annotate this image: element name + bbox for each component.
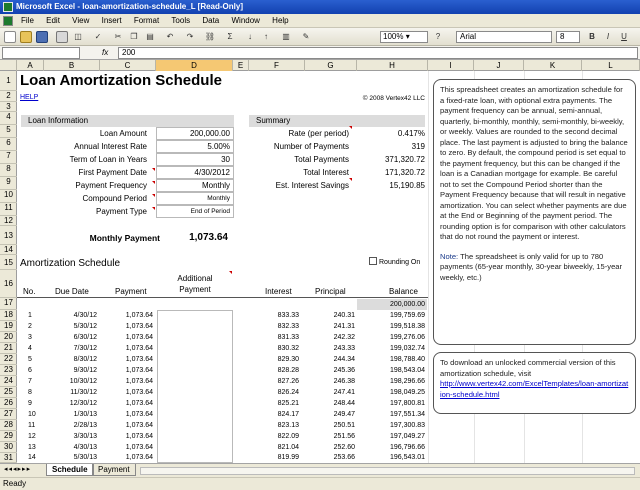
col-header-g[interactable]: G — [305, 60, 357, 71]
col-header-j[interactable]: J — [474, 60, 524, 71]
zoom-value: 100% — [383, 32, 404, 41]
instructions-text: This spreadsheet creates an amortization schedule for a fixed-rate loan, with optional extra payments. The payment frequency can be annual, semi-annual, quarterly, bi-monthly, monthly, semi-monthly, bi-weekly, or weekly. Values are rounded to the second decimal place. The last payment is adjusted to bring the balance to zero. By default, the compound period is set equal to the payment frequency, but this can be changed if the loan is a Canadian mortgage for example. Be careful not to set the Compound Period shorter than the Payment Frequency because that will result in negative amortization. You can select whether payments are due at the End or Beginning of the payment period. The rounding option is for comparison with other calculators that do not round the payment or interest. — [440, 85, 628, 241]
cell-interest: 823.13 — [277, 422, 299, 429]
monthly-payment-value: 1,073.64 — [189, 232, 228, 243]
formula-bar — [0, 46, 640, 60]
window-title: Microsoft Excel - loan-amortization-schedule_L [Read-Only] — [16, 2, 243, 11]
row-header[interactable]: 17 — [0, 298, 17, 310]
loan-info-header: Loan Information — [21, 115, 234, 127]
print-preview-icon[interactable]: ◫ — [74, 32, 82, 41]
row-header[interactable]: 27 — [0, 409, 17, 420]
status-bar — [0, 477, 640, 490]
menu-bar — [0, 14, 640, 28]
first-payment-date-label: First Payment Date — [78, 168, 147, 177]
row-header[interactable]: 23 — [0, 365, 17, 376]
menu-view[interactable]: View — [72, 16, 90, 25]
rate-per-period-value: 0.417% — [397, 129, 425, 138]
help-icon[interactable]: ? — [435, 32, 441, 41]
autosum-icon[interactable]: Σ — [227, 32, 233, 41]
cell-interest: 824.17 — [277, 411, 299, 418]
rounding-label: Rounding On — [379, 259, 421, 266]
cell-payment: 1,073.64 — [125, 422, 153, 429]
col-header-l[interactable]: L — [582, 60, 640, 71]
cell-balance: 199,276.06 — [389, 334, 425, 341]
row-header[interactable]: 31 — [0, 453, 17, 463]
col-header-e[interactable]: E — [233, 60, 249, 71]
cell-balance: 198,788.40 — [389, 356, 425, 363]
cell-principal: 247.41 — [333, 389, 355, 396]
cell-no: 10 — [28, 411, 36, 418]
select-all-corner[interactable] — [0, 60, 17, 71]
menu-format[interactable]: Format — [133, 16, 160, 25]
font-size-value: 8 — [560, 32, 565, 41]
cell-balance: 197,049.27 — [389, 433, 425, 440]
summary-header: Summary — [249, 115, 425, 127]
row-header[interactable]: 11 — [0, 203, 17, 216]
cell-principal: 243.33 — [333, 345, 355, 352]
header-due-date: Due Date — [55, 287, 89, 296]
cell-principal: 251.56 — [333, 433, 355, 440]
total-interest-value: 171,320.72 — [384, 168, 425, 177]
cell-due-date: 6/30/12 — [73, 334, 97, 341]
loan-term-input[interactable]: 30 — [156, 153, 234, 166]
row-header[interactable]: 1 — [0, 71, 17, 91]
cell-no: 6 — [28, 367, 32, 374]
rounding-checkbox[interactable] — [369, 257, 420, 268]
cell-due-date: 4/30/13 — [73, 444, 97, 451]
cell-payment: 1,073.64 — [125, 400, 153, 407]
formula-input[interactable] — [118, 47, 638, 59]
menu-data[interactable]: Data — [202, 16, 220, 25]
bold-icon[interactable]: B — [589, 32, 595, 41]
font-size-select[interactable] — [556, 31, 580, 43]
cell-interest: 831.33 — [277, 334, 299, 341]
number-of-payments-label: Number of Payments — [273, 142, 349, 151]
cell-payment: 1,073.64 — [125, 411, 153, 418]
cell-interest: 829.30 — [277, 356, 299, 363]
cell-payment: 1,073.64 — [125, 444, 153, 451]
total-interest-label: Total Interest — [303, 168, 349, 177]
cell-interest: 833.33 — [277, 312, 299, 319]
underline-icon[interactable]: U — [621, 32, 627, 41]
cell-interest: 832.33 — [277, 323, 299, 330]
chart-wizard-icon[interactable]: ▥ — [282, 32, 290, 41]
row-header[interactable]: 8 — [0, 164, 17, 177]
print-icon[interactable] — [56, 31, 68, 43]
cell-principal: 245.36 — [333, 367, 355, 374]
hyperlink-icon[interactable]: ⛓ — [204, 32, 216, 41]
undo-icon[interactable]: ↶ — [166, 32, 174, 41]
row-header[interactable]: 7 — [0, 151, 17, 164]
toolbar — [0, 28, 640, 46]
col-header-k[interactable]: K — [524, 60, 582, 71]
cell-due-date: 12/30/12 — [69, 400, 97, 407]
cell-due-date: 8/30/12 — [73, 356, 97, 363]
row-header[interactable]: 5 — [0, 125, 17, 138]
cell-principal: 241.31 — [333, 323, 355, 330]
cell-payment: 1,073.64 — [125, 367, 153, 374]
cell-interest: 826.24 — [277, 389, 299, 396]
sort-ascending-icon[interactable]: ↓ — [248, 32, 252, 41]
font-select[interactable] — [456, 31, 552, 43]
cell-principal: 252.60 — [333, 444, 355, 451]
note-text: The spreadsheet is only valid for up to 780 payments (65-year monthly, 30-year biweekly, 15-year weekly, etc.) — [440, 251, 623, 282]
cell-due-date: 5/30/13 — [73, 454, 97, 461]
compound-period-label: Compound Period — [82, 194, 147, 203]
row-header[interactable]: 2 — [0, 91, 17, 102]
sort-descending-icon[interactable]: ↑ — [264, 32, 268, 41]
compound-period-select[interactable]: Monthly — [156, 192, 234, 205]
formula-value: 200 — [122, 48, 136, 57]
drawing-icon[interactable]: ✎ — [302, 32, 310, 41]
row-header[interactable]: 26 — [0, 398, 17, 409]
cell-payment: 1,073.64 — [125, 378, 153, 385]
name-box[interactable] — [2, 47, 80, 59]
italic-icon[interactable]: I — [606, 32, 610, 41]
row-header[interactable]: 16 — [0, 270, 17, 298]
new-file-icon[interactable] — [4, 31, 16, 43]
row-header[interactable]: 6 — [0, 138, 17, 151]
cell-principal: 250.51 — [333, 422, 355, 429]
copy-icon[interactable]: ❐ — [130, 32, 138, 41]
row-header[interactable]: 21 — [0, 343, 17, 354]
cell-due-date: 11/30/12 — [70, 389, 97, 396]
row-header[interactable]: 4 — [0, 112, 17, 125]
header-additional-payment: Additional Payment — [177, 274, 213, 294]
cell-no: 14 — [28, 454, 36, 461]
cell-interest: 819.99 — [277, 454, 299, 461]
redo-icon[interactable]: ↷ — [186, 32, 194, 41]
note-label: Note: — [440, 251, 459, 261]
worksheet[interactable] — [17, 71, 640, 463]
cell-principal: 244.34 — [333, 356, 355, 363]
cell-payment: 1,073.64 — [125, 389, 153, 396]
cell-interest: 825.21 — [277, 400, 299, 407]
cell-payment: 1,073.64 — [125, 454, 153, 461]
row-header[interactable]: 9 — [0, 177, 17, 190]
column-headers — [0, 60, 640, 71]
row-header[interactable]: 22 — [0, 354, 17, 365]
cell-no: 5 — [28, 356, 32, 363]
cell-principal: 240.31 — [333, 312, 355, 319]
interest-rate-label: Annual Interest Rate — [74, 142, 147, 151]
checkbox-box[interactable] — [369, 257, 377, 265]
row-header[interactable]: 14 — [0, 245, 17, 255]
header-no: No. — [23, 287, 36, 296]
cell-balance: 198,296.66 — [389, 378, 425, 385]
first-payment-date-input[interactable]: 4/30/2012 — [156, 166, 234, 179]
row-header[interactable]: 12 — [0, 216, 17, 226]
payment-frequency-select[interactable]: Monthly — [156, 179, 234, 192]
col-header-f[interactable]: F — [249, 60, 305, 71]
loan-amount-input[interactable]: 200,000.00 — [156, 127, 234, 140]
cell-due-date: 3/30/13 — [73, 433, 97, 440]
cell-due-date: 10/30/12 — [69, 378, 97, 385]
download-text: To download an unlocked commercial version of this amortization schedule, visit — [440, 358, 616, 378]
menu-help[interactable]: Help — [272, 16, 289, 25]
save-icon[interactable] — [36, 31, 48, 43]
row-header[interactable]: 30 — [0, 442, 17, 453]
cell-balance: 197,551.34 — [389, 411, 425, 418]
fx-icon[interactable]: fx — [102, 48, 109, 57]
cell-payment: 1,073.64 — [125, 433, 153, 440]
cell-principal: 248.44 — [333, 400, 355, 407]
loan-term-label: Term of Loan in Years — [69, 155, 147, 164]
cell-due-date: 4/30/12 — [73, 312, 97, 319]
download-link[interactable]: http://www.vertex42.com/ExcelTemplates/loan-amortization-schedule.html — [440, 379, 629, 399]
total-payments-value: 371,320.72 — [384, 155, 425, 164]
cell-no: 9 — [28, 400, 32, 407]
cell-balance: 196,796.66 — [389, 444, 425, 451]
cell-interest: 828.28 — [277, 367, 299, 374]
row-header[interactable]: 18 — [0, 310, 17, 321]
help-link[interactable]: HELP — [20, 94, 39, 101]
row-header[interactable]: 25 — [0, 387, 17, 398]
row-headers — [0, 71, 17, 463]
cell-no: 11 — [28, 422, 36, 429]
col-header-b[interactable]: B — [44, 60, 100, 71]
menu-window[interactable]: Window — [231, 16, 260, 25]
status-text: Ready — [3, 479, 27, 488]
horizontal-scrollbar[interactable] — [140, 467, 635, 475]
start-balance: 200,000.00 — [357, 299, 427, 310]
row-header[interactable]: 15 — [0, 255, 17, 270]
row-header[interactable]: 29 — [0, 431, 17, 442]
cell-balance: 199,518.38 — [389, 323, 425, 330]
cell-interest: 821.04 — [277, 444, 299, 451]
cell-balance: 199,032.74 — [389, 345, 425, 352]
interest-savings-label: Est. Interest Savings — [275, 181, 349, 190]
interest-rate-input[interactable]: 5.00% — [156, 140, 234, 153]
header-interest: Interest — [265, 287, 292, 296]
limit-note — [440, 252, 629, 284]
cell-interest: 827.26 — [277, 378, 299, 385]
sheet-title: Loan Amortization Schedule — [20, 72, 222, 89]
cell-principal: 242.32 — [333, 334, 355, 341]
cell-balance: 196,543.01 — [389, 454, 425, 461]
cell-due-date: 9/30/12 — [73, 367, 97, 374]
row-header[interactable]: 13 — [0, 226, 17, 245]
cell-due-date: 1/30/13 — [73, 411, 97, 418]
menu-file[interactable]: File — [21, 16, 34, 25]
download-note — [433, 352, 636, 414]
cell-no: 2 — [28, 323, 32, 330]
instructions-note — [433, 79, 636, 345]
payment-frequency-label: Payment Frequency — [75, 181, 147, 190]
row-header[interactable]: 20 — [0, 332, 17, 343]
cell-balance: 197,800.81 — [389, 400, 425, 407]
cell-balance: 197,300.83 — [389, 422, 425, 429]
cell-no: 8 — [28, 389, 32, 396]
cell-balance: 199,759.69 — [389, 312, 425, 319]
cell-principal: 253.66 — [333, 454, 355, 461]
cell-balance: 198,049.25 — [389, 389, 425, 396]
font-value: Arial — [460, 32, 477, 41]
cell-no: 3 — [28, 334, 32, 341]
tab-payment[interactable]: Payment — [92, 464, 136, 476]
excel-app-icon — [3, 2, 13, 12]
payment-type-label: Payment Type — [96, 207, 147, 216]
cell-due-date: 5/30/12 — [73, 323, 97, 330]
cell-no: 7 — [28, 378, 32, 385]
row-header[interactable]: 3 — [0, 102, 17, 112]
cell-principal: 249.47 — [333, 411, 355, 418]
loan-amount-label: Loan Amount — [99, 129, 147, 138]
monthly-payment-label: Monthly Payment — [89, 233, 160, 243]
cell-payment: 1,073.64 — [125, 356, 153, 363]
schedule-title: Amortization Schedule — [20, 258, 121, 269]
col-header-c[interactable]: C — [100, 60, 156, 71]
cell-payment: 1,073.64 — [125, 334, 153, 341]
cell-payment: 1,073.64 — [125, 312, 153, 319]
col-header-a[interactable]: A — [17, 60, 44, 71]
col-header-h[interactable]: H — [357, 60, 428, 71]
cell-balance: 198,543.04 — [389, 367, 425, 374]
total-payments-label: Total Payments — [294, 155, 349, 164]
header-principal: Principal — [315, 287, 346, 296]
cell-principal: 246.38 — [333, 378, 355, 385]
menu-tools[interactable]: Tools — [171, 16, 191, 25]
row-header[interactable]: 10 — [0, 190, 17, 203]
row-header[interactable]: 19 — [0, 321, 17, 332]
cell-no: 13 — [28, 444, 36, 451]
col-header-d[interactable]: D — [156, 60, 233, 71]
cell-interest: 830.32 — [277, 345, 299, 352]
col-header-i[interactable]: I — [428, 60, 474, 71]
row-header[interactable]: 28 — [0, 420, 17, 431]
menu-insert[interactable]: Insert — [101, 16, 122, 25]
cut-icon[interactable]: ✂ — [114, 32, 122, 41]
cell-no: 12 — [28, 433, 36, 440]
cell-interest: 822.09 — [277, 433, 299, 440]
menu-edit[interactable]: Edit — [46, 16, 60, 25]
copyright: © 2008 Vertex42 LLC — [362, 95, 425, 102]
rate-per-period-label: Rate (per period) — [288, 129, 349, 138]
row-header[interactable]: 24 — [0, 376, 17, 387]
paste-icon[interactable]: ▤ — [146, 32, 154, 41]
additional-payment-column[interactable] — [157, 310, 233, 463]
cell-due-date: 7/30/12 — [73, 345, 97, 352]
open-folder-icon[interactable] — [20, 31, 32, 43]
zoom-select[interactable]: 100% ▾ — [380, 31, 428, 43]
spelling-icon[interactable]: ✓ — [94, 32, 102, 41]
payment-type-select[interactable]: End of Period — [156, 205, 234, 218]
header-balance: Balance — [389, 287, 418, 296]
cell-payment: 1,073.64 — [125, 345, 153, 352]
sheet-tab-bar — [0, 463, 640, 477]
header-payment: Payment — [115, 287, 147, 296]
interest-savings-value: 15,190.85 — [389, 181, 425, 190]
cell-due-date: 2/28/13 — [73, 422, 97, 429]
cell-payment: 1,073.64 — [125, 323, 153, 330]
cell-no: 1 — [28, 312, 32, 319]
cell-no: 4 — [28, 345, 32, 352]
title-bar — [0, 0, 640, 14]
tab-scroll-arrows-icon[interactable]: ◂◂◂▸▸▸ — [4, 466, 32, 473]
number-of-payments-value: 319 — [411, 142, 425, 151]
workbook-icon[interactable] — [3, 16, 13, 26]
tab-schedule[interactable]: Schedule — [46, 464, 94, 476]
